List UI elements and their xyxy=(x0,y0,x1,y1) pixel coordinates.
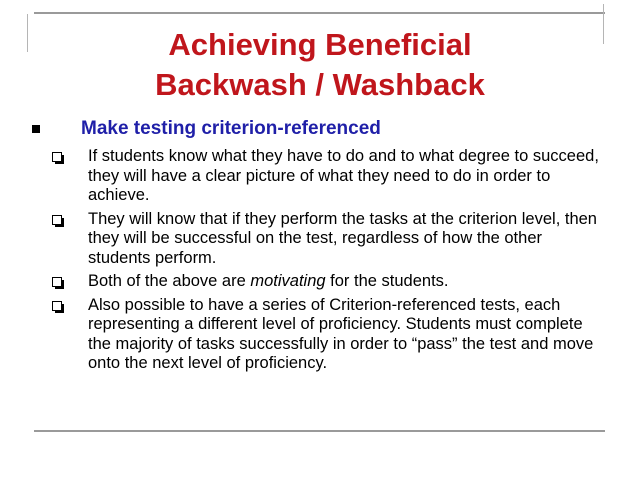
sub-bullet-item xyxy=(52,147,612,206)
shadowed-square-bullet-icon xyxy=(52,152,62,162)
sub-bullet-list xyxy=(52,147,612,378)
main-bullet-text: Make testing criterion-referenced xyxy=(81,118,381,139)
sub-bullet-item xyxy=(52,210,612,269)
sub-bullet-text: Also possible to have a series of Criterion-referenced tests, each representing a different level of proficiency. Students must complete the majority of tasks successfully in order to “pass” the test and move onto the next level of proficiency. xyxy=(88,295,594,372)
slide-title xyxy=(30,25,610,105)
bottom-rule xyxy=(34,430,605,432)
slide-title-line-2: Backwash / Washback xyxy=(155,67,485,102)
sub-bullet-text: They will know that if they perform the tasks at the criterion level, then they will be successful on the test, regardless of how the other students perform. xyxy=(88,209,597,267)
shadowed-square-bullet-icon xyxy=(52,301,62,311)
shadowed-square-bullet-icon xyxy=(52,215,62,225)
slide-title-line-1: Achieving Beneficial xyxy=(168,27,472,62)
shadowed-square-bullet-icon xyxy=(52,277,62,287)
filled-square-bullet-icon xyxy=(32,125,40,133)
sub-bullet-emphasis: motivating xyxy=(250,272,326,290)
sub-bullet-item xyxy=(52,272,612,292)
sub-bullet-text xyxy=(88,272,600,292)
top-rule xyxy=(34,12,605,14)
sub-bullet-item xyxy=(52,296,612,374)
sub-bullet-text: If students know what they have to do and to what degree to succeed, they will have a clear picture of what they need to do in order to achieve. xyxy=(88,147,599,204)
left-rule xyxy=(27,14,28,52)
sub-bullet-text-after: for the students. xyxy=(325,272,449,290)
main-bullet xyxy=(28,117,608,141)
sub-bullet-text-before: Both of the above are xyxy=(88,272,251,290)
